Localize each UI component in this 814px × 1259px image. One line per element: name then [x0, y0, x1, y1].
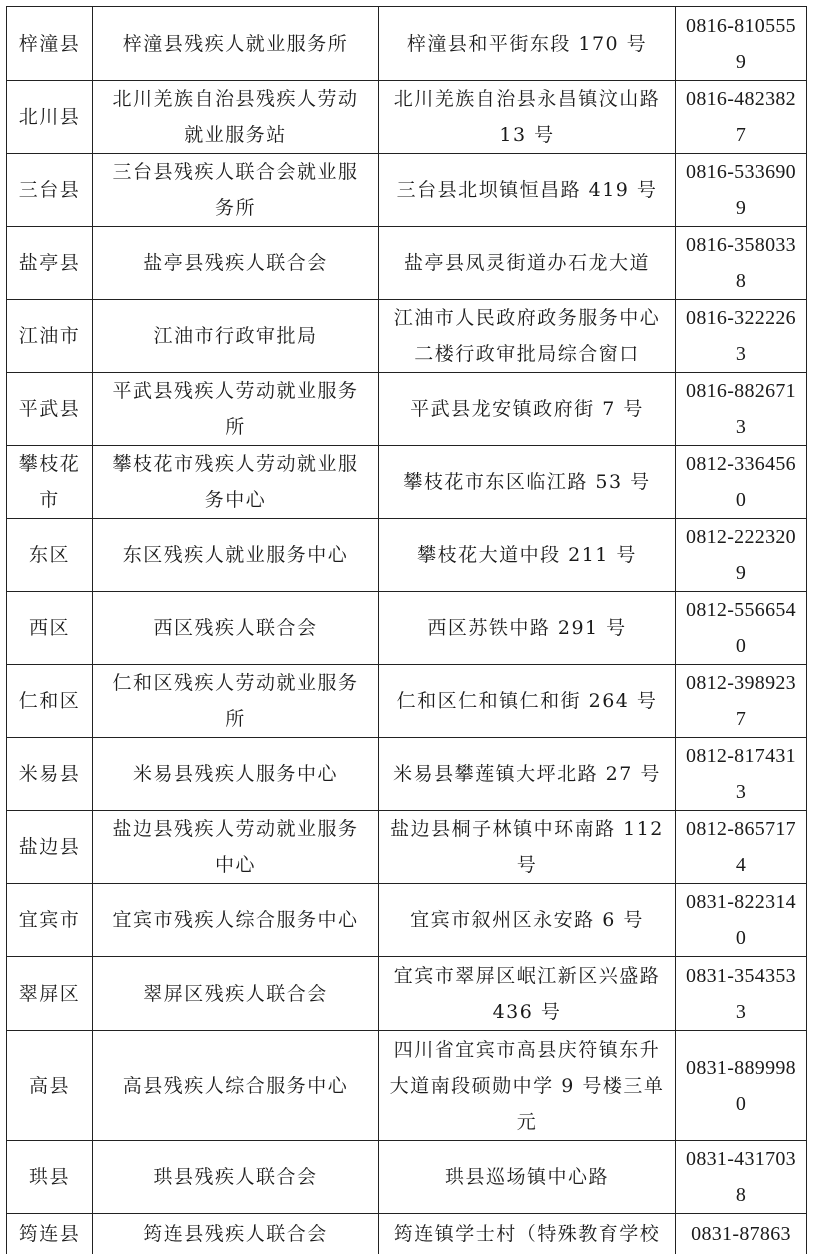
phone-cell: 0831-3543533: [676, 957, 807, 1031]
table-row: [7, 665, 807, 738]
phone-cell: 0812-8174313: [676, 738, 807, 811]
address-cell: 筠连镇学士村（特殊教育学校: [379, 1214, 676, 1254]
county-cell: 盐边县: [7, 811, 93, 884]
address-cell: 仁和区仁和镇仁和街 264 号: [379, 665, 676, 738]
organization-cell: 高县残疾人综合服务中心: [93, 1031, 379, 1141]
organization-cell: 盐亭县残疾人联合会: [93, 227, 379, 300]
county-cell: 珙县: [7, 1141, 93, 1214]
county-cell: 三台县: [7, 154, 93, 227]
county-cell: 东区: [7, 519, 93, 592]
phone-cell: 0831-8899980: [676, 1031, 807, 1141]
address-cell: 盐边县桐子林镇中环南路 112 号: [379, 811, 676, 884]
table-row: [7, 300, 807, 373]
organization-cell: 米易县残疾人服务中心: [93, 738, 379, 811]
phone-cell: 0812-8657174: [676, 811, 807, 884]
address-cell: 攀枝花大道中段 211 号: [379, 519, 676, 592]
table-row: [7, 81, 807, 154]
table-row: [7, 446, 807, 519]
phone-cell: 0816-3222263: [676, 300, 807, 373]
address-cell: 米易县攀莲镇大坪北路 27 号: [379, 738, 676, 811]
organization-cell: 珙县残疾人联合会: [93, 1141, 379, 1214]
table-row: [7, 884, 807, 957]
table-row: [7, 227, 807, 300]
phone-cell: 0816-5336909: [676, 154, 807, 227]
organization-cell: 东区残疾人就业服务中心: [93, 519, 379, 592]
phone-cell: 0816-4823827: [676, 81, 807, 154]
county-cell: 盐亭县: [7, 227, 93, 300]
table-row: [7, 1214, 807, 1254]
organization-cell: 攀枝花市残疾人劳动就业服务中心: [93, 446, 379, 519]
table-row: [7, 1141, 807, 1214]
address-cell: 江油市人民政府政务服务中心二楼行政审批局综合窗口: [379, 300, 676, 373]
phone-cell: 0812-5566540: [676, 592, 807, 665]
table-row: [7, 592, 807, 665]
phone-cell: 0831-87863: [676, 1214, 807, 1254]
phone-cell: 0816-8826713: [676, 373, 807, 446]
table-row: [7, 7, 807, 81]
organization-cell: 筠连县残疾人联合会: [93, 1214, 379, 1254]
phone-cell: 0831-4317038: [676, 1141, 807, 1214]
county-cell: 高县: [7, 1031, 93, 1141]
table-row: [7, 519, 807, 592]
county-cell: 西区: [7, 592, 93, 665]
address-cell: 珙县巡场镇中心路: [379, 1141, 676, 1214]
organization-cell: 北川羌族自治县残疾人劳动就业服务站: [93, 81, 379, 154]
organization-cell: 江油市行政审批局: [93, 300, 379, 373]
phone-cell: 0812-3364560: [676, 446, 807, 519]
phone-cell: 0831-8223140: [676, 884, 807, 957]
county-cell: 筠连县: [7, 1214, 93, 1254]
organization-cell: 宜宾市残疾人综合服务中心: [93, 884, 379, 957]
table-row: [7, 738, 807, 811]
service-agency-table: [6, 6, 807, 1254]
phone-cell: 0816-3580338: [676, 227, 807, 300]
address-cell: 西区苏铁中路 291 号: [379, 592, 676, 665]
address-cell: 宜宾市叙州区永安路 6 号: [379, 884, 676, 957]
table-row: [7, 154, 807, 227]
phone-cell: 0812-2223209: [676, 519, 807, 592]
address-cell: 北川羌族自治县永昌镇汶山路 13 号: [379, 81, 676, 154]
county-cell: 江油市: [7, 300, 93, 373]
phone-cell: 0812-3989237: [676, 665, 807, 738]
county-cell: 梓潼县: [7, 7, 93, 81]
address-cell: 攀枝花市东区临江路 53 号: [379, 446, 676, 519]
table-row: [7, 1031, 807, 1141]
county-cell: 翠屏区: [7, 957, 93, 1031]
organization-cell: 仁和区残疾人劳动就业服务所: [93, 665, 379, 738]
county-cell: 攀枝花市: [7, 446, 93, 519]
organization-cell: 平武县残疾人劳动就业服务所: [93, 373, 379, 446]
county-cell: 仁和区: [7, 665, 93, 738]
table-row: [7, 811, 807, 884]
organization-cell: 翠屏区残疾人联合会: [93, 957, 379, 1031]
organization-cell: 三台县残疾人联合会就业服务所: [93, 154, 379, 227]
address-cell: 盐亭县凤灵街道办石龙大道: [379, 227, 676, 300]
county-cell: 米易县: [7, 738, 93, 811]
table-row: [7, 957, 807, 1031]
organization-cell: 西区残疾人联合会: [93, 592, 379, 665]
county-cell: 宜宾市: [7, 884, 93, 957]
table-row: [7, 373, 807, 446]
address-cell: 梓潼县和平街东段 170 号: [379, 7, 676, 81]
address-cell: 平武县龙安镇政府街 7 号: [379, 373, 676, 446]
phone-cell: 0816-8105559: [676, 7, 807, 81]
address-cell: 三台县北坝镇恒昌路 419 号: [379, 154, 676, 227]
address-cell: 四川省宜宾市高县庆符镇东升大道南段硕勋中学 9 号楼三单元: [379, 1031, 676, 1141]
organization-cell: 盐边县残疾人劳动就业服务中心: [93, 811, 379, 884]
table-body: [7, 7, 807, 1254]
county-cell: 平武县: [7, 373, 93, 446]
address-cell: 宜宾市翠屏区岷江新区兴盛路 436 号: [379, 957, 676, 1031]
organization-cell: 梓潼县残疾人就业服务所: [93, 7, 379, 81]
county-cell: 北川县: [7, 81, 93, 154]
